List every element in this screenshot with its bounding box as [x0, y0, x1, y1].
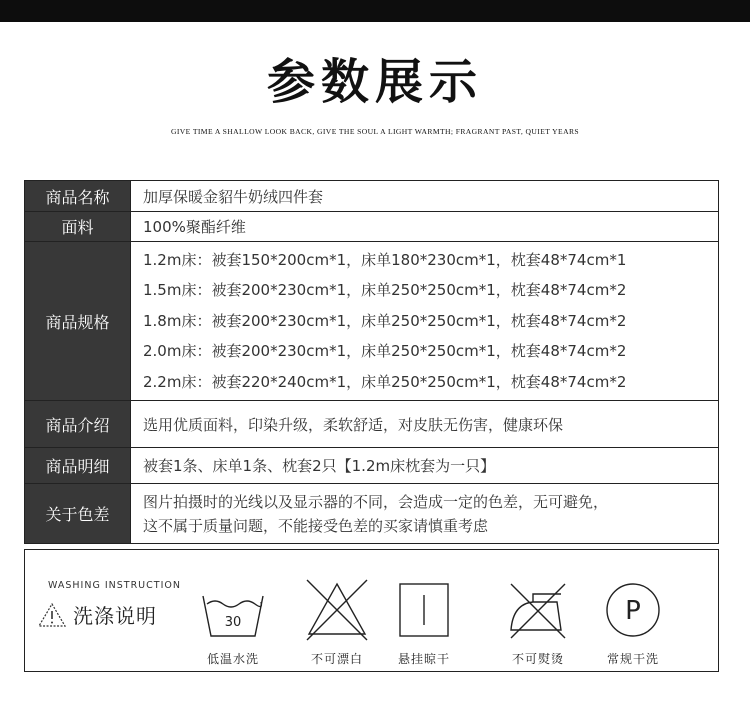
washing-instruction-panel	[24, 549, 719, 672]
spec-row-color	[25, 484, 719, 544]
spec-table	[24, 180, 719, 544]
warning-triangle-icon	[37, 602, 67, 628]
detail-value: 被套1条、床单1条、枕套2只【1.2m床枕套为一只】	[131, 448, 719, 484]
spec-row-intro	[25, 401, 719, 448]
size-line: 1.2m床：被套150*200cm*1，床单180*230cm*1，枕套48*74cm*1	[143, 250, 627, 269]
spec-row-material	[25, 212, 719, 242]
page-title: 参数展示	[266, 54, 483, 110]
spec-row-name	[25, 181, 719, 212]
wash-label-no-iron: 不可熨烫	[511, 652, 564, 666]
spec-row-size	[25, 242, 719, 401]
washing-title-en: WASHING INSTRUCTION	[48, 580, 181, 591]
size-label: 商品规格	[25, 242, 131, 401]
material-label: 面料	[25, 212, 131, 242]
no-iron-icon	[505, 580, 571, 640]
washing-title	[37, 600, 157, 629]
washing-title-cn: 洗涤说明	[73, 604, 157, 628]
wash-temp: 30	[224, 615, 242, 630]
spec-row-detail	[25, 448, 719, 484]
wash-label-hang-dry: 悬挂晾干	[397, 652, 450, 666]
material-value: 100%聚酯纤维	[131, 212, 719, 242]
color-note	[131, 484, 719, 544]
color-note-line: 图片拍摄时的光线以及显示器的不同，会造成一定的色差，无可避免，	[143, 492, 609, 511]
name-value: 加厚保暖金貂牛奶绒四件套	[131, 181, 719, 212]
page-subtitle: GIVE TIME A SHALLOW LOOK BACK, GIVE THE SOUL A LIGHT WARMTH; FRAGRANT PAST, QUIET YEARS	[170, 127, 580, 136]
wash-label-dry-clean: 常规干洗	[606, 652, 659, 666]
detail-label: 商品明细	[25, 448, 131, 484]
intro-value: 选用优质面料，印染升级，柔软舒适，对皮肤无伤害，健康环保	[131, 401, 719, 448]
color-label: 关于色差	[25, 484, 131, 544]
no-bleach-icon	[305, 578, 369, 642]
size-list	[131, 242, 719, 401]
size-line: 1.8m床：被套200*230cm*1，床单250*250cm*1，枕套48*74cm*2	[143, 311, 627, 330]
intro-label: 商品介绍	[25, 401, 131, 448]
dry-clean-letter: P	[625, 596, 641, 626]
low-temp-wash-icon	[201, 592, 265, 638]
name-label: 商品名称	[25, 181, 131, 212]
color-note-line: 这不属于质量问题，不能接受色差的买家请慎重考虑	[143, 516, 489, 535]
size-line: 2.2m床：被套220*240cm*1，床单250*250cm*1，枕套48*74cm*2	[143, 372, 627, 391]
wash-label-low-temp: 低温水洗	[206, 652, 259, 666]
top-bar	[0, 0, 750, 22]
wash-label-no-bleach: 不可漂白	[310, 652, 363, 666]
size-line: 1.5m床：被套200*230cm*1，床单250*250cm*1，枕套48*74cm*2	[143, 281, 627, 300]
dry-clean-icon	[605, 582, 661, 638]
hang-dry-icon	[399, 583, 449, 637]
size-line: 2.0m床：被套200*230cm*1，床单250*250cm*1，枕套48*74cm*2	[143, 342, 627, 361]
